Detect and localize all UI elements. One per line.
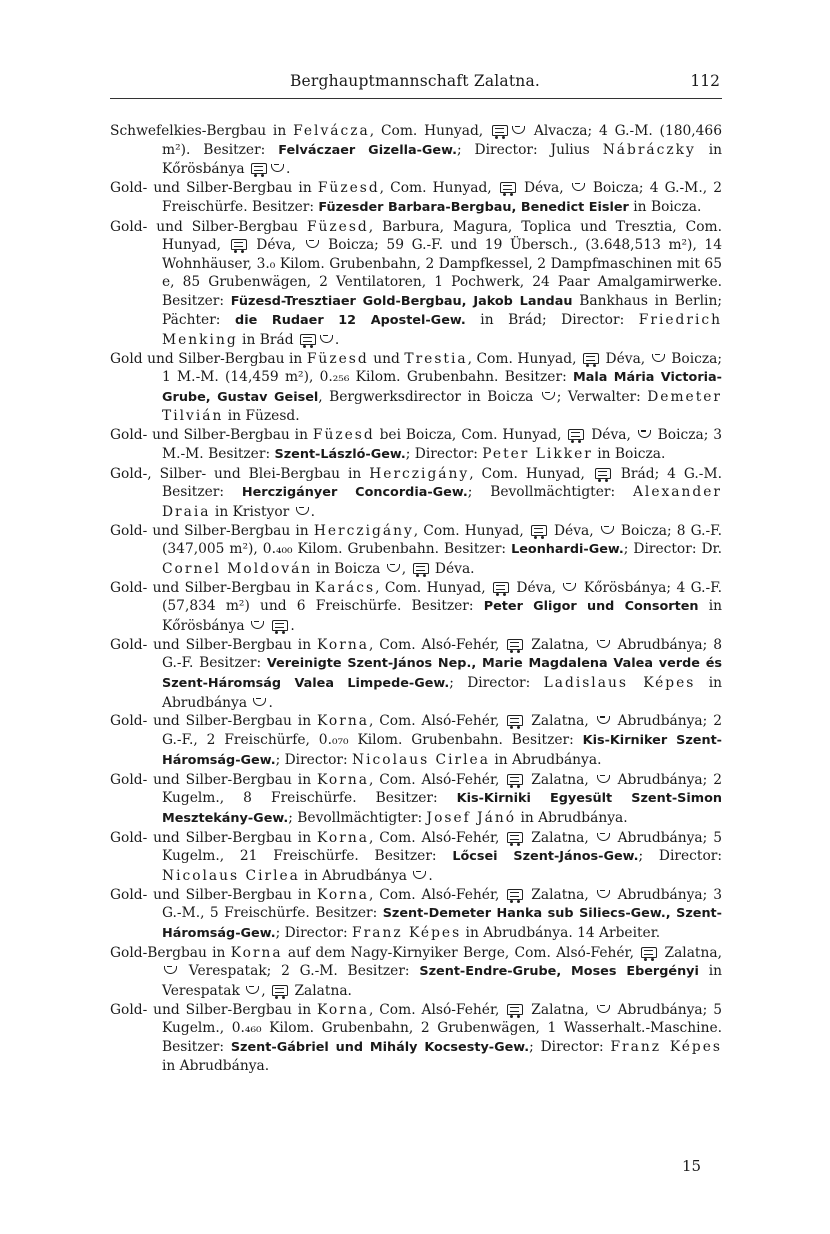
- spaced-name: Friedrich Menking: [162, 312, 722, 348]
- list-item: [110, 218, 722, 350]
- entry-text: , Com. Alsó-Fehér,: [368, 771, 506, 788]
- post-horn-icon: [512, 126, 525, 135]
- entry-text: , Com. Alsó-Fehér,: [368, 1001, 506, 1018]
- entry-text: Gold- und Silber-Bergbau in: [110, 636, 317, 653]
- post-horn-icon: [652, 354, 665, 363]
- entry-text: .: [290, 617, 295, 634]
- entry-text: Zalatna,: [525, 713, 595, 730]
- post-horn-icon: [271, 164, 284, 173]
- entry-text: [266, 618, 270, 634]
- post-horn-icon: [597, 716, 610, 725]
- entry-text: in Füzesd.: [223, 408, 300, 425]
- mine-car-icon: [507, 889, 523, 900]
- entry-text: , Com. Hunyad,: [375, 579, 492, 596]
- spaced-name: Ladislaus Képes: [543, 674, 696, 691]
- entry-text: Boicza; 3 M.-M. Besitzer:: [162, 427, 723, 462]
- entry-text: .: [428, 867, 433, 884]
- entry-text: Boicza; 59 G.-F. und 19 Übersch., (3.648,513 m²), 14 Wohnhäuser, 3.₀ Kilom. Grubenbahn, 2 Dampfkessel, 2 Dampfmaschinen mit 65 e, 85 Grubenwägen, 2 Ventilatoren, 1 Pochwerk, 24 Paar Amalgamirwerke. Besitzer:: [162, 237, 722, 309]
- mine-car-icon: [531, 525, 547, 536]
- entry-text: Gold- und Silber-Bergbau in: [110, 713, 317, 730]
- entry-text: Boicza; 8 G.-F. (347,005 m²), 0.₄₀₀ Kilom. Grubenbahn. Besitzer:: [162, 522, 722, 558]
- entry-text: , Bergwerksdirector in Boicza: [318, 388, 540, 405]
- spaced-name: Franz Képes: [610, 1038, 722, 1055]
- spaced-name: Korna: [230, 944, 283, 961]
- entry-text: Abrudbánya; 8 G.-F. Besitzer:: [162, 636, 722, 672]
- entry-text: in Verespatak: [162, 963, 722, 999]
- spaced-name: Korna: [317, 886, 369, 903]
- owner-name: Kis-Kirniki Egyesült Szent-Simon Mesztekány-Gew.: [162, 791, 722, 826]
- entry-text: Verespatak; 2 G.-M. Besitzer:: [179, 963, 420, 980]
- entry-text: Abrudbánya; 5 Kugelm., 0.₄₆₀ Kilom. Grubenbahn, 2 Grubenwägen, 1 Wasserhalt.-Maschine. Besitzer:: [162, 1001, 722, 1055]
- entry-text: , Com. Alsó-Fehér,: [368, 886, 506, 903]
- mine-car-icon: [507, 832, 523, 843]
- entry-text: Zalatna,: [525, 771, 595, 788]
- spaced-name: Korna: [317, 829, 369, 846]
- spaced-name: Füzesd: [306, 218, 369, 235]
- spaced-name: Peter Likker: [482, 445, 593, 462]
- list-item: [110, 522, 722, 579]
- entry-text: , Com. Hunyad,: [379, 180, 498, 197]
- list-item: [110, 350, 722, 426]
- entry-text: ; Verwalter:: [556, 388, 648, 405]
- entry-text: Kőrösbánya; 4 G.-F. (57,834 m²) und 6 Freischürfe. Besitzer:: [162, 579, 723, 615]
- entry-text: Boicza; 1 M.-M. (14,459 m²), 0.₂₅₆ Kilom. Grubenbahn. Besitzer:: [162, 350, 722, 386]
- mine-car-icon: [595, 468, 611, 479]
- entry-text: ,: [401, 560, 411, 577]
- post-horn-icon: [251, 621, 264, 630]
- owner-name: Füzesder Barbara-Bergbau, Benedict Eisler: [318, 199, 629, 215]
- entry-text: , Com. Alsó-Fehér,: [368, 829, 506, 846]
- entry-text: in Abrudbánya.: [489, 751, 602, 768]
- post-horn-icon: [563, 583, 576, 592]
- entry-text: Déva,: [511, 579, 562, 596]
- list-item: [110, 122, 722, 179]
- entry-text: , Com. Hunyad,: [369, 123, 491, 139]
- mine-car-icon: [507, 1004, 523, 1015]
- spaced-name: Füzesd: [306, 350, 369, 367]
- entry-text: Déva,: [248, 237, 304, 254]
- owner-name: Mala Mária Victoria-Grube, Gustav Geisel: [162, 370, 722, 405]
- mine-car-icon: [231, 239, 247, 250]
- entry-text: in Abrudbánya.: [516, 809, 628, 826]
- spaced-name: Felvácza: [293, 123, 370, 139]
- list-item: [110, 579, 722, 636]
- header-rule: [110, 98, 722, 99]
- owner-name: Leonhardi-Gew.: [511, 542, 624, 558]
- entry-text: Gold- und Silber-Bergbau in: [110, 180, 318, 197]
- mine-car-icon: [413, 563, 429, 574]
- entry-text: Gold-Bergbau in: [110, 944, 231, 961]
- spaced-name: Nábráczky: [602, 141, 696, 158]
- entry-text: Gold- und Silber-Bergbau in: [110, 886, 317, 903]
- spaced-name: Korna: [317, 636, 369, 653]
- entry-text: Gold- und Silber-Bergbau in: [110, 522, 314, 539]
- post-horn-icon: [597, 640, 610, 649]
- entry-text: in Boicza.: [628, 198, 702, 215]
- mine-car-icon: [300, 334, 316, 345]
- mine-car-icon: [500, 182, 516, 193]
- list-item: [110, 1001, 722, 1076]
- entry-text: ; Director:: [638, 848, 722, 865]
- mine-car-icon: [507, 639, 523, 650]
- post-horn-icon: [572, 183, 585, 192]
- entry-text: , Barbura, Magura, Toplica und Tresztia, Com. Hunyad,: [162, 218, 722, 254]
- mine-car-icon: [493, 582, 509, 593]
- post-horn-icon: [597, 833, 610, 842]
- entry-text: Déva,: [601, 350, 650, 367]
- footer-page-number: 15: [682, 1157, 702, 1175]
- entry-text: Zalatna,: [525, 636, 595, 653]
- owner-name: Vereinigte Szent-János Nep., Marie Magdalena Valea verde és Szent-Háromság Valea Limpede-Gew.: [162, 656, 722, 691]
- owner-name: die Rudaer 12 Apostel-Gew.: [235, 313, 466, 329]
- entry-text: Gold- und Silber-Bergbau: [110, 218, 307, 235]
- list-item: [110, 465, 722, 522]
- spaced-name: Trestia: [404, 350, 468, 367]
- post-horn-icon: [413, 871, 426, 880]
- entry-text: Abrudbánya; 3 G.-M., 5 Freischürfe. Besitzer:: [162, 886, 722, 922]
- entry-text: Gold- und Silber-Bergbau in: [110, 829, 317, 846]
- entry-text: Zalatna,: [525, 829, 595, 846]
- page-header: [110, 66, 720, 96]
- entry-text: Abrudbánya; 2 G.-F., 2 Freischürfe, 0.₀₇₀ Kilom. Grubenbahn. Besitzer:: [162, 713, 722, 749]
- entry-text: Gold- und Silber-Bergbau in: [110, 771, 317, 788]
- entry-list: [110, 122, 722, 1076]
- entry-text: Déva,: [548, 522, 599, 539]
- entry-text: Déva,: [586, 427, 636, 444]
- owner-name: Szent-Demeter Hanka sub Siliecs-Gew., Szent-Háromság-Gew.: [162, 906, 722, 941]
- mine-car-icon: [272, 985, 288, 996]
- spaced-name: Füzesd: [312, 427, 375, 444]
- entry-text: .: [285, 161, 291, 178]
- entry-text: Abrudbánya; 5 Kugelm., 21 Freischürfe. Besitzer:: [162, 829, 722, 865]
- spaced-name: Nicolaus Cirlea: [352, 751, 490, 768]
- entry-text: , Com. Hunyad,: [467, 350, 581, 367]
- entry-text: und: [368, 350, 405, 367]
- list-item: [110, 886, 722, 944]
- entry-text: , Com. Alsó-Fehér,: [368, 713, 506, 730]
- post-horn-icon: [387, 564, 400, 573]
- entry-text: Zalatna,: [525, 1001, 595, 1018]
- spaced-name: Korna: [317, 1001, 369, 1018]
- post-horn-icon: [542, 392, 555, 401]
- list-item: [110, 944, 722, 1001]
- list-item: [110, 829, 722, 886]
- list-item: [110, 179, 722, 217]
- entry-text: in Abrudbánya: [299, 867, 412, 884]
- entry-text: Alvacza; 4 G.-M. (180,466 m²). Besitzer:: [162, 123, 722, 158]
- mine-car-icon: [492, 125, 508, 136]
- post-horn-icon: [320, 335, 333, 344]
- entry-text: Zalatna,: [659, 944, 722, 961]
- post-horn-icon: [597, 1005, 610, 1014]
- entry-text: Zalatna.: [290, 982, 352, 999]
- spaced-name: Josef Jánó: [426, 809, 517, 826]
- entry-text: Abrudbánya; 2 Kugelm., 8 Freischürfe. Besitzer:: [162, 771, 722, 807]
- entry-text: ; Director:: [275, 924, 353, 941]
- entry-text: in Brád; Director:: [465, 312, 639, 329]
- entry-text: , Com. Hunyad,: [469, 465, 593, 482]
- owner-name: Szent-Gábriel und Mihály Kocsesty-Gew.: [230, 1039, 530, 1055]
- entry-text: auf dem Nagy-Kirnyiker Berge, Com. Alsó-Fehér,: [282, 944, 640, 961]
- owner-name: Szent-László-Gew.: [274, 446, 406, 462]
- list-item: [110, 426, 722, 464]
- entry-text: .: [334, 331, 340, 348]
- mine-car-icon: [251, 163, 267, 174]
- entry-text: Gold-, Silber- und Blei-Bergbau in: [110, 465, 370, 482]
- list-item: [110, 712, 722, 770]
- post-horn-icon: [246, 986, 259, 995]
- mine-car-icon: [272, 620, 288, 631]
- entry-text: in Abrudbánya. 14 Arbeiter.: [461, 924, 661, 941]
- owner-name: Füzesd-Tresztiaer Gold-Bergbau, Jakob Landau: [230, 293, 573, 309]
- spaced-name: Füzesd: [317, 180, 380, 197]
- post-horn-icon: [597, 775, 610, 784]
- spaced-name: Franz Képes: [352, 924, 462, 941]
- entry-text: in Kristyor: [210, 503, 294, 520]
- entry-text: Zalatna,: [525, 886, 595, 903]
- owner-name: Felváczaer Gizella-Gew.: [278, 142, 457, 158]
- spaced-name: Korna: [317, 713, 369, 730]
- mine-car-icon: [507, 715, 523, 726]
- entry-text: Gold- und Silber-Bergbau in: [110, 1001, 317, 1018]
- mine-car-icon: [568, 429, 584, 440]
- page-number-top: 112: [690, 72, 720, 90]
- entry-text: in Boicza: [312, 560, 385, 577]
- entry-text: ; Bevollmächtigter:: [288, 809, 427, 826]
- entry-text: in Boicza.: [592, 445, 666, 462]
- entry-text: ; Director:: [405, 445, 483, 462]
- entry-text: .: [310, 503, 316, 520]
- spaced-name: Herczigány: [369, 465, 470, 482]
- entry-text: Schwefelkies-Bergbau in: [110, 123, 294, 139]
- post-horn-icon: [306, 240, 319, 249]
- post-horn-icon: [597, 890, 610, 899]
- owner-name: Herczigányer Concordia-Gew.: [241, 485, 468, 501]
- owner-name: Lőcsei Szent-János-Gew.: [452, 849, 639, 865]
- list-item: [110, 771, 722, 829]
- entry-text: Boicza; 4 G.-M., 2 Freischürfe. Besitzer:: [162, 180, 722, 215]
- entry-text: in Abrudbánya: [162, 674, 722, 711]
- entry-text: in Kőrösbánya: [162, 141, 723, 178]
- entry-text: Gold und Silber-Bergbau in: [110, 350, 307, 367]
- spaced-name: Alexander Draia: [162, 484, 722, 520]
- entry-text: Gold- und Silber-Bergbau in: [110, 579, 315, 596]
- entry-text: ; Director:: [275, 751, 353, 768]
- entry-text: in Brád: [237, 331, 298, 348]
- entry-text: Brád; 4 G.-M. Besitzer:: [162, 465, 722, 501]
- list-item: [110, 636, 722, 712]
- running-title: Berghauptmannschaft Zalatna.: [289, 72, 541, 90]
- entry-text: ; Bevollmächtigter:: [467, 484, 633, 501]
- entry-text: ; Director: Dr.: [623, 541, 722, 558]
- spaced-name: Nicolaus Cirlea: [162, 867, 300, 884]
- post-horn-icon: [253, 698, 266, 707]
- mine-car-icon: [641, 947, 657, 958]
- entry-text: , Com. Alsó-Fehér,: [368, 636, 506, 653]
- spaced-name: Cornel Moldován: [162, 560, 313, 577]
- entry-text: .: [268, 694, 273, 711]
- spaced-name: Korna: [317, 771, 369, 788]
- mine-car-icon: [507, 774, 523, 785]
- mine-car-icon: [583, 353, 599, 364]
- entry-text: Déva.: [430, 560, 475, 577]
- spaced-name: Herczigány: [313, 522, 414, 539]
- entry-text: bei Boicza, Com. Hunyad,: [374, 427, 567, 444]
- post-horn-icon: [296, 507, 309, 516]
- post-horn-icon: [638, 430, 651, 439]
- spaced-name: Demeter Tilvián: [162, 388, 722, 425]
- entry-text: Déva,: [517, 180, 570, 197]
- owner-name: Peter Gligor und Consorten: [483, 599, 699, 615]
- post-horn-icon: [601, 526, 614, 535]
- owner-name: Kis-Kirniker Szent-Háromság-Gew.: [162, 733, 722, 768]
- entry-text: ; Director:: [529, 1038, 611, 1055]
- post-horn-icon: [164, 966, 177, 975]
- entry-text: Bankhaus in Berlin; Pächter:: [162, 292, 722, 329]
- entry-text: in Abrudbánya.: [162, 1058, 270, 1075]
- spaced-name: Karács: [314, 579, 376, 596]
- entry-text: in Kőrösbánya: [162, 598, 723, 634]
- entry-text: , Com. Hunyad,: [413, 522, 529, 539]
- entry-text: ; Director: Julius: [456, 141, 603, 158]
- entry-text: ; Director:: [449, 674, 544, 691]
- entry-text: Gold- und Silber-Bergbau in: [110, 427, 313, 444]
- entry-text: ,: [261, 982, 271, 999]
- owner-name: Szent-Endre-Grube, Moses Ebergényi: [419, 964, 699, 980]
